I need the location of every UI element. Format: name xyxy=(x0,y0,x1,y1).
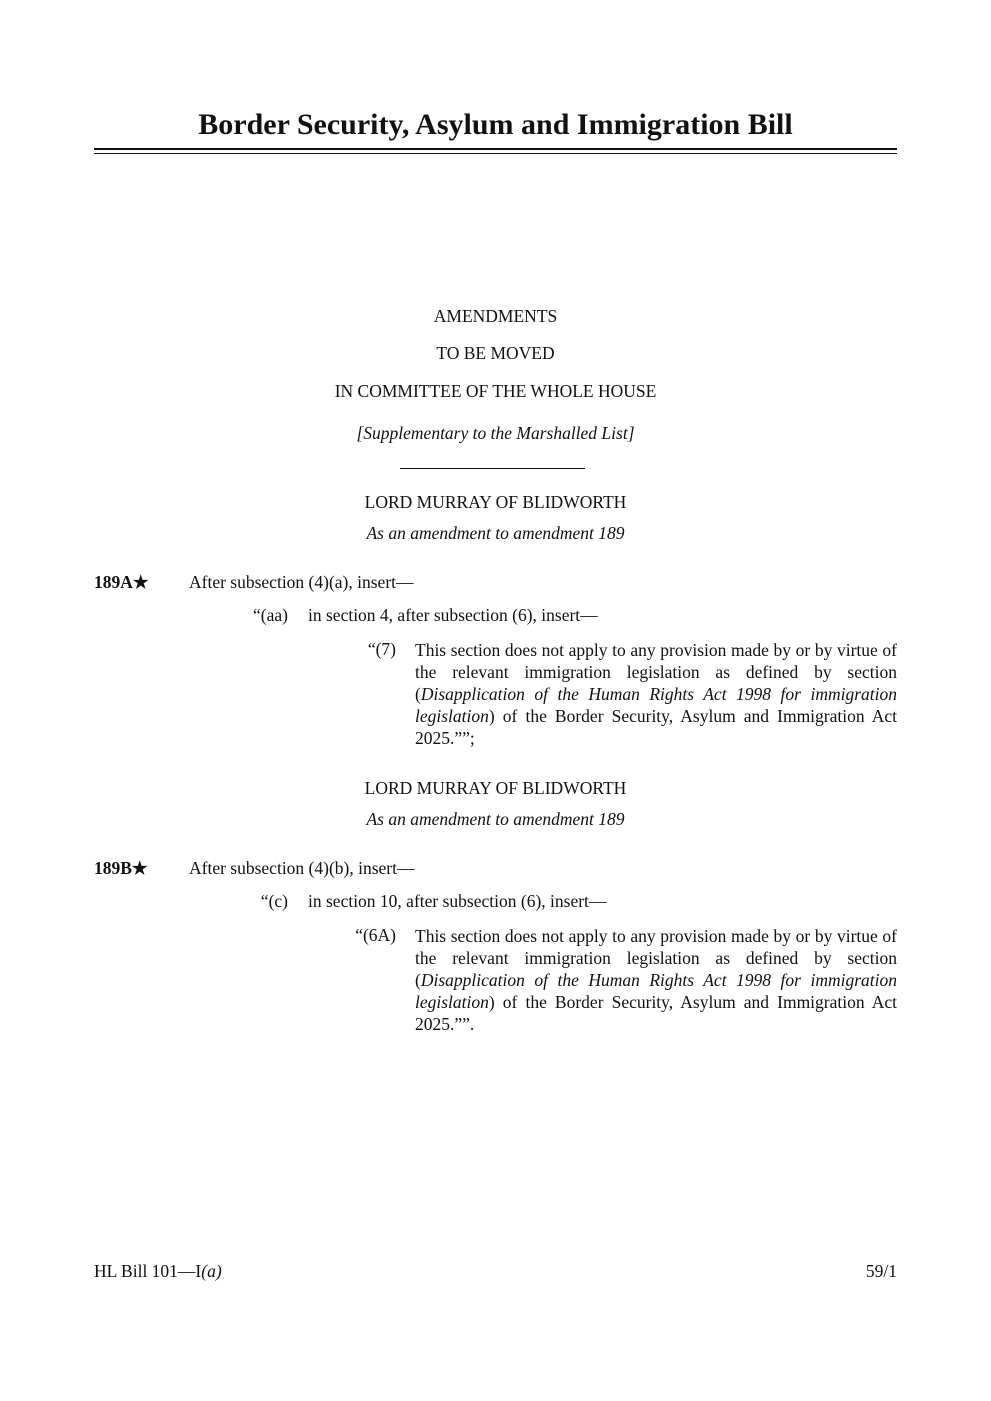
sponsor: LORD MURRAY OF BLIDWORTH xyxy=(364,492,627,512)
amendment-number: 189A★ xyxy=(94,572,149,592)
inner-text-1: This section does not apply to any provision made by or by virtue of the relevant immigration legislation as defined by section ( xyxy=(415,926,897,990)
inner-text-2: ) of the Border Security, Asylum and Immigration Act 2025.””; xyxy=(415,706,897,748)
inner-text xyxy=(415,639,897,749)
page-number: 59/1 xyxy=(865,1261,897,1281)
heading-to-be-moved: TO BE MOVED xyxy=(436,343,555,363)
amendment-context: As an amendment to amendment 189 xyxy=(366,523,625,543)
bill-reference xyxy=(94,1261,222,1282)
bill-title: Border Security, Asylum and Immigration Bill xyxy=(198,108,793,141)
sponsor: LORD MURRAY OF BLIDWORTH xyxy=(364,778,627,798)
sub-label: “(aa) xyxy=(253,605,288,625)
inner-text-1: This section does not apply to any provision made by or by virtue of the relevant immigration legislation as defined by section ( xyxy=(415,640,897,704)
inner-label: “(7) xyxy=(367,639,396,659)
inner-text xyxy=(415,925,897,1035)
title-rule-thick xyxy=(94,148,897,150)
inner-text-2: ) of the Border Security, Asylum and Immigration Act 2025.””. xyxy=(415,992,897,1034)
bill-ref: HL Bill 101—I xyxy=(94,1261,202,1281)
divider xyxy=(400,468,585,469)
sub-text: in section 10, after subsection (6), insert— xyxy=(308,891,607,911)
amendment-context: As an amendment to amendment 189 xyxy=(366,809,625,829)
heading-committee: IN COMMITTEE OF THE WHOLE HOUSE xyxy=(334,381,657,401)
inner-label: “(6A) xyxy=(355,925,396,945)
inner-text-italic: Disapplication of the Human Rights Act 1998 for immigration legislation xyxy=(415,970,897,1012)
amendment-lead: After subsection (4)(a), insert— xyxy=(189,572,414,592)
inner-text-italic: Disapplication of the Human Rights Act 1998 for immigration legislation xyxy=(415,684,897,726)
heading-amendments: AMENDMENTS xyxy=(433,306,558,326)
sub-label: “(c) xyxy=(260,891,288,911)
amendment-number: 189B★ xyxy=(94,858,148,878)
sub-text: in section 4, after subsection (6), insert— xyxy=(308,605,598,625)
title-rule-thin xyxy=(94,153,897,154)
amendment-lead: After subsection (4)(b), insert— xyxy=(189,858,415,878)
heading-note: [Supplementary to the Marshalled List] xyxy=(356,423,635,443)
bill-ref-suffix: (a) xyxy=(201,1261,222,1281)
